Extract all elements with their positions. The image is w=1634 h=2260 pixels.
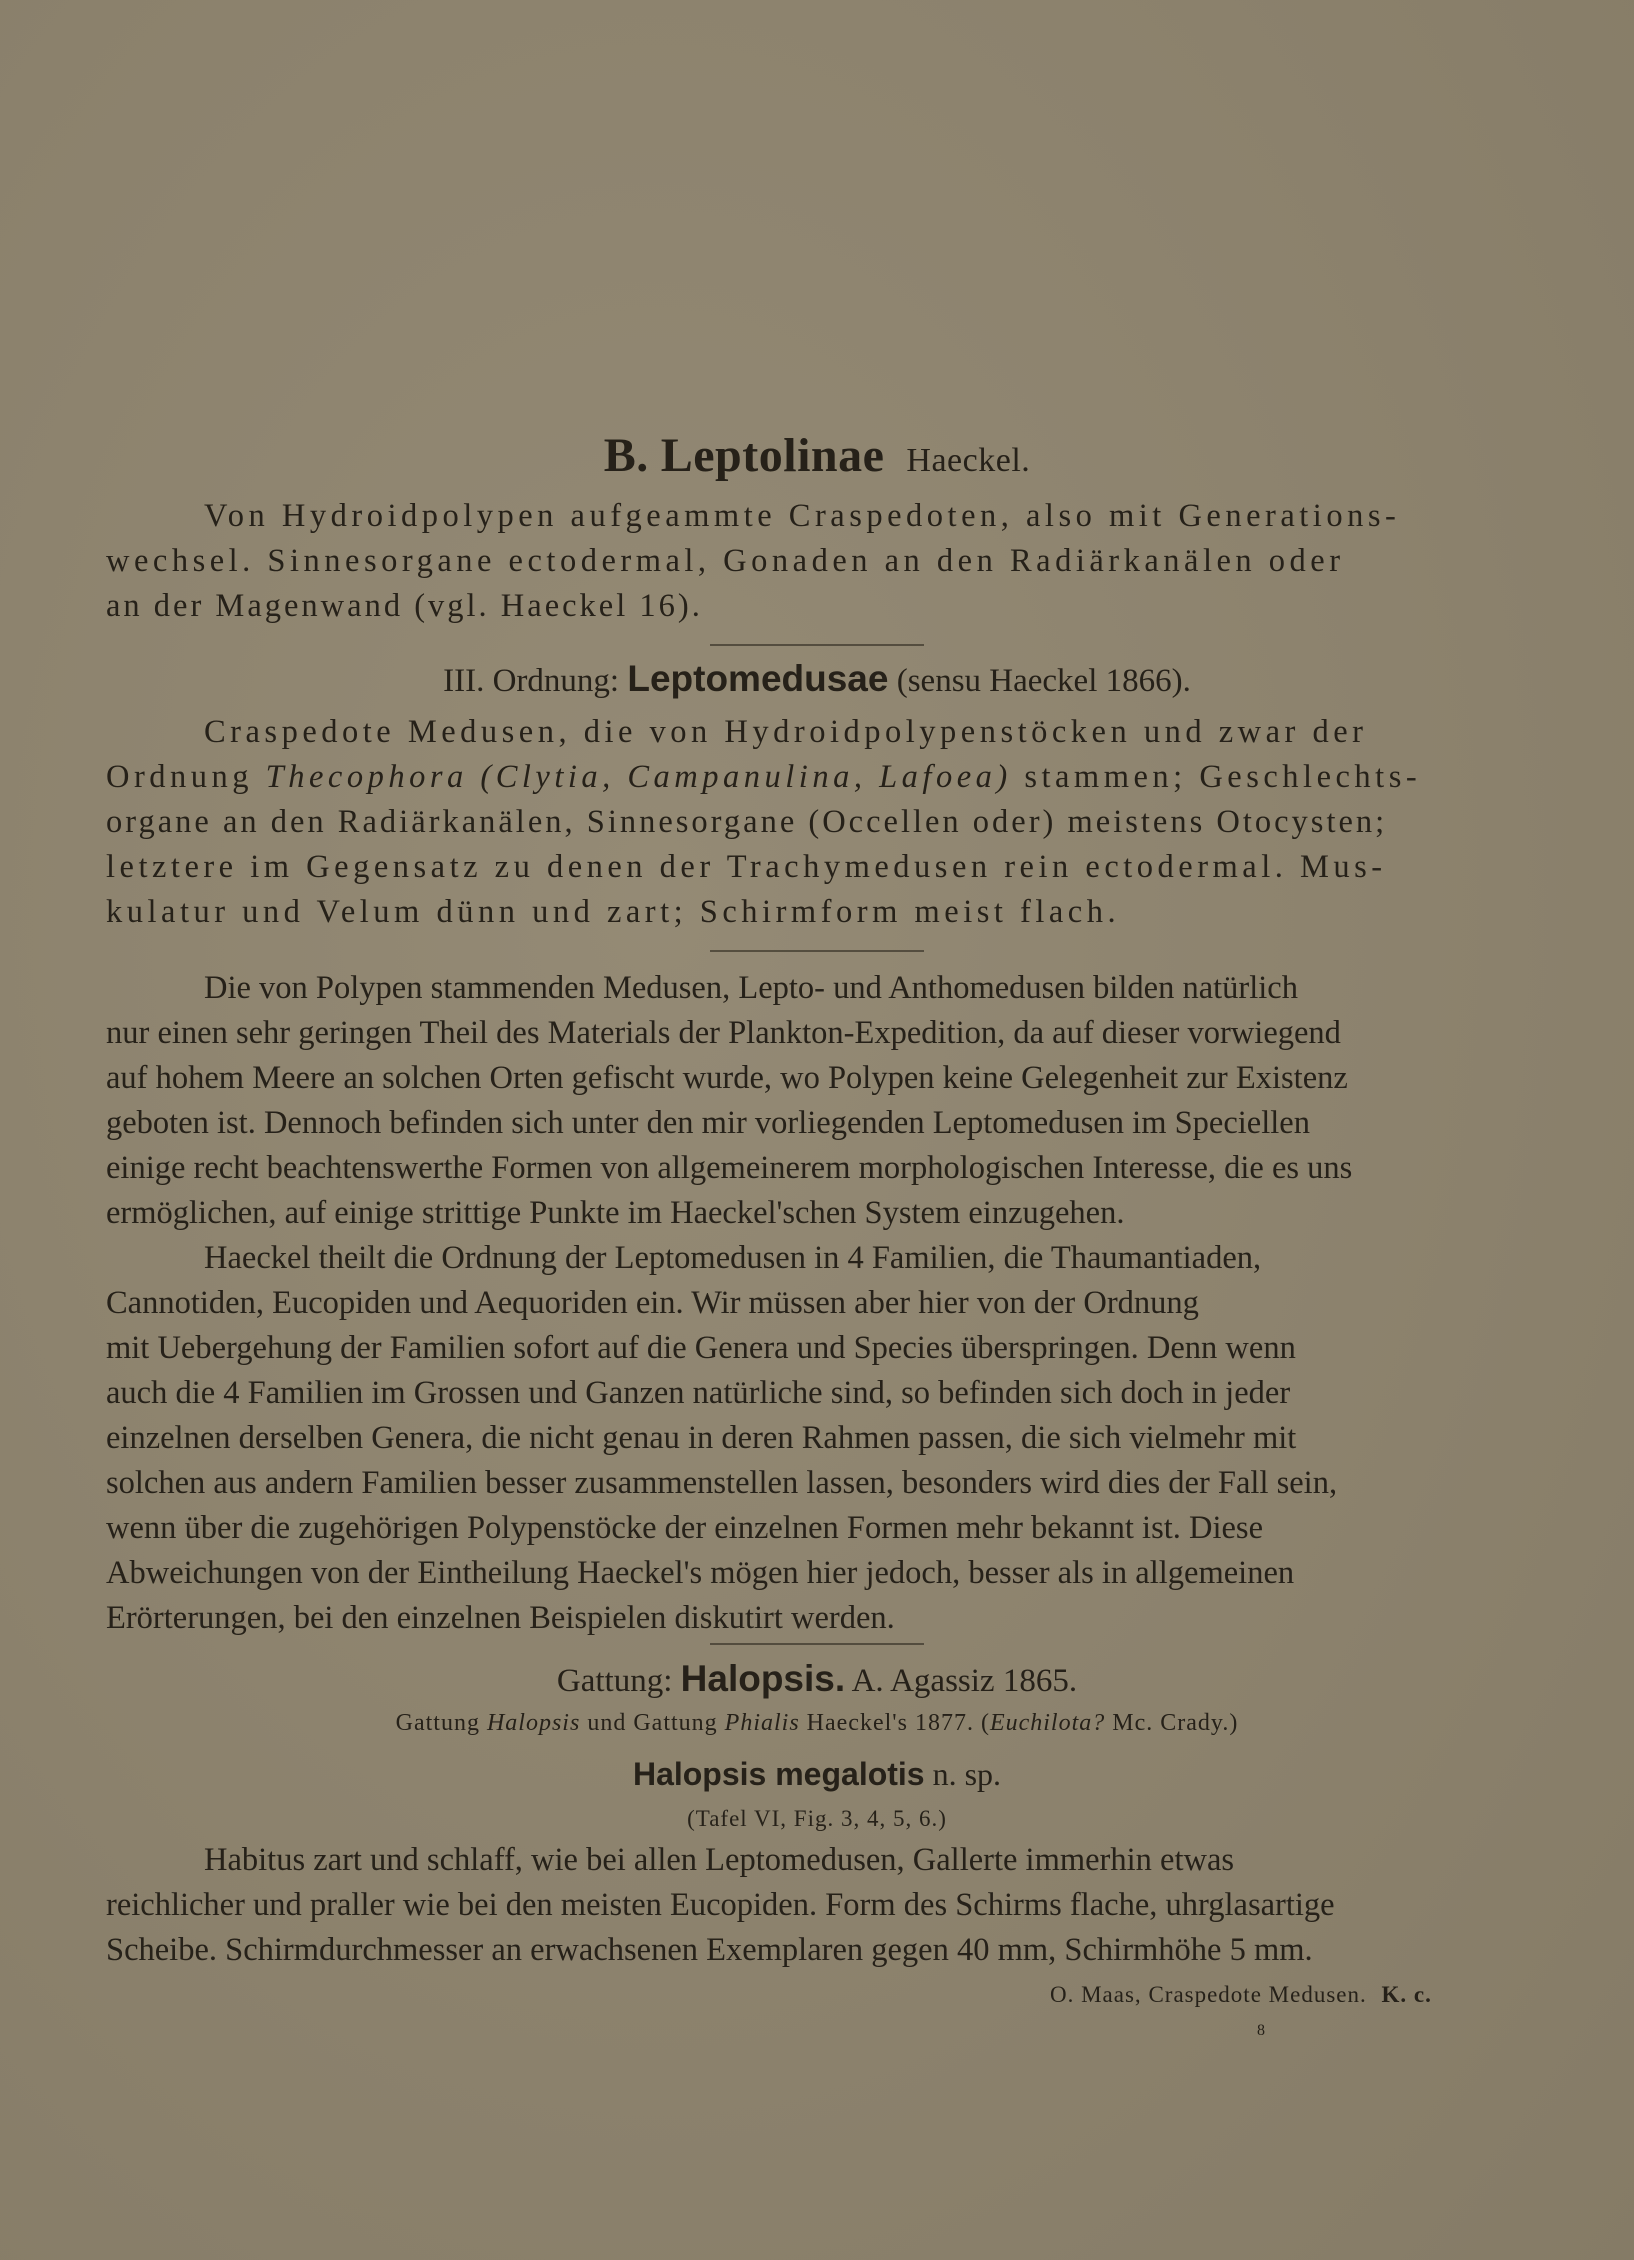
synonym-text: Haeckel's 1877. ( [799,1710,990,1736]
body-p2-line-8: Abweichungen von der Eintheilung Haeckel's mögen hier jedoch, besser als in allgemeinen [106,1555,1295,1591]
order-line-2-end: stammen; Geschlechts- [1011,759,1422,795]
synonym-halopsis: Halopsis [486,1710,581,1736]
order-line-2 [106,755,1538,800]
plate-reference: (Tafel VI, Fig. 3, 4, 5, 6.) [687,1806,947,1831]
order-prefix: III. Ordnung: [443,663,620,699]
body-p1-line-6: ermöglichen, auf einige strittige Punkte im Haeckel'schen System einzugehen. [106,1195,1125,1231]
order-line-2-taxa: Thecophora (Clytia, Campanulina, Lafoea) [265,759,1012,795]
body-p2-line-1: Haeckel theilt die Ordnung der Leptomedusen in 4 Familien, die Thaumantiaden, [204,1240,1262,1276]
footer-title: Craspedote Medusen. [1148,1982,1367,2007]
synonym-euchilota: Euchilota? [989,1710,1106,1736]
running-footer [1050,1982,1432,2008]
order-line-2-start: Ordnung [106,759,266,795]
synonym-phialis: Phialis [724,1710,800,1736]
intro-paragraph [106,494,1538,629]
genus-synonyms [0,1710,1634,1737]
species-line-1: Habitus zart und schlaff, wie bei allen Leptomedusen, Gallerte immerhin etwas [204,1842,1235,1878]
section-author: Haeckel. [906,442,1031,479]
intro-line-1: Von Hydroidpolypen aufgeammte Craspedoten, also mit Generations- [204,498,1401,534]
body-p2-line-2: Cannotiden, Eucopiden und Aequoriden ein. Wir müssen aber hier von der Ordnung [106,1285,1199,1321]
section-prefix: B. [603,429,649,482]
body-p2-line-3: mit Uebergehung der Familien sofort auf die Genera und Species überspringen. Denn wenn [106,1330,1296,1366]
divider [710,644,924,646]
order-description [106,710,1538,935]
synonym-text: Gattung [395,1710,487,1736]
intro-line-3: an der Magenwand (vgl. Haeckel 16). [106,588,703,624]
species-description [106,1838,1538,1973]
page-number: 8 [1257,2022,1265,2039]
footer-mark: K. c. [1381,1982,1432,2007]
genus-prefix: Gattung: [556,1663,673,1699]
order-suffix: (sensu Haeckel 1866). [896,663,1191,699]
order-line-1: Craspedote Medusen, die von Hydroidpolypenstöcken und zwar der [204,714,1368,750]
body-paragraph-1 [106,966,1538,1641]
body-p1-line-4: geboten ist. Dennoch befinden sich unter den mir vorliegenden Leptomedusen im Speciellen [106,1105,1310,1141]
genus-suffix: A. Agassiz 1865. [851,1663,1078,1699]
body-p2-line-9: Erörterungen, bei den einzelnen Beispielen diskutirt werden. [106,1600,895,1636]
order-line-3: organe an den Radiärkanälen, Sinnesorgane (Occellen oder) meistens Otocysten; [106,804,1388,840]
body-p1-line-5: einige recht beachtenswerthe Formen von allgemeinerem morphologischen Interesse, die es uns [106,1150,1353,1186]
divider [710,950,924,952]
species-heading [0,1756,1634,1793]
footer-author: O. Maas, [1050,1982,1142,2007]
body-p2-line-6: solchen aus andern Familien besser zusammenstellen lassen, besonders wird dies der Fall sein, [106,1465,1338,1501]
species-name: Halopsis megalotis [632,1756,925,1792]
body-p2-line-4: auch die 4 Familien im Grossen und Ganzen natürliche sind, so befinden sich doch in jeder [106,1375,1291,1411]
species-line-3: Scheibe. Schirmdurchmesser an erwachsenen Exemplaren gegen 40 mm, Schirmhöhe 5 mm. [106,1932,1313,1968]
synonym-text: und Gattung [580,1710,725,1736]
divider [710,1643,924,1645]
genus-name: Halopsis. [680,1658,846,1699]
synonym-text: Mc. Crady.) [1105,1710,1239,1736]
order-heading [0,658,1634,700]
species-line-2: reichlicher und praller wie bei den meisten Eucopiden. Form des Schirms flache, uhrglasartige [106,1887,1335,1923]
intro-line-2: wechsel. Sinnesorgane ectodermal, Gonaden an den Radiärkanälen oder [106,543,1345,579]
body-p2-line-7: wenn über die zugehörigen Polypenstöcke der einzelnen Formen mehr bekannt ist. Diese [106,1510,1264,1546]
order-name: Leptomedusae [627,658,889,699]
species-suffix: n. sp. [932,1756,1002,1792]
body-p2-line-5: einzelnen derselben Genera, die nicht genau in deren Rahmen passen, die sich vielmehr mit [106,1420,1297,1456]
section-title: Leptolinae [660,429,885,482]
body-p1-line-1: Die von Polypen stammenden Medusen, Lepto- und Anthomedusen bilden natürlich [204,970,1298,1006]
order-line-5: kulatur und Velum dünn und zart; Schirmform meist flach. [106,894,1121,930]
order-line-4: letztere im Gegensatz zu denen der Trachymedusen rein ectodermal. Mus- [106,849,1387,885]
body-p1-line-2: nur einen sehr geringen Theil des Materials der Plankton-Expedition, da auf dieser vorwiegend [106,1015,1341,1051]
body-p1-line-3: auf hohem Meere an solchen Orten gefischt wurde, wo Polypen keine Gelegenheit zur Existenz [106,1060,1348,1096]
genus-heading [0,1658,1634,1700]
section-heading [0,428,1634,483]
